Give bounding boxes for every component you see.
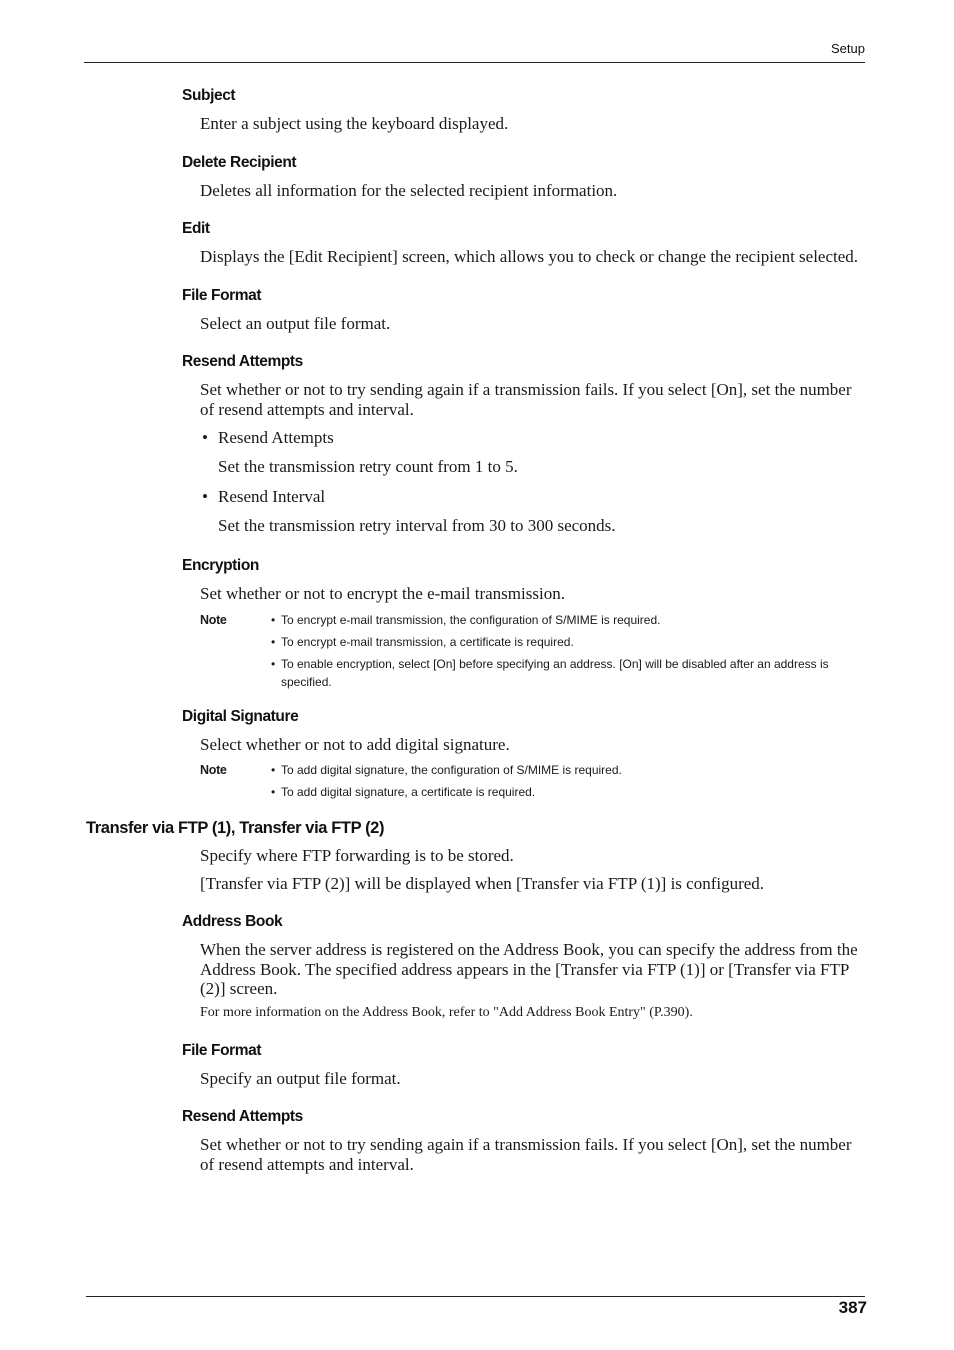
subject-heading: Subject bbox=[182, 87, 236, 104]
note-list bbox=[200, 611, 866, 691]
bullet-icon: • bbox=[271, 656, 276, 671]
header-rule bbox=[84, 62, 865, 63]
note-label: Note bbox=[200, 612, 227, 627]
digital-signature-text: Select whether or not to add digital signature. bbox=[200, 734, 510, 754]
encryption-text: Set whether or not to encrypt the e-mail transmission. bbox=[200, 584, 565, 603]
ftp-intro-text: [Transfer via FTP (2)] will be displayed when [Transfer via FTP (1)] is configured. bbox=[200, 873, 765, 893]
running-header: Setup bbox=[831, 41, 865, 56]
bullet-icon: • bbox=[271, 612, 276, 627]
page-number: 387 bbox=[838, 1298, 867, 1317]
note-list bbox=[200, 761, 866, 801]
note-item: • To add digital signature, the configuration of S/MIME is required. bbox=[271, 763, 622, 777]
encryption-heading: Encryption bbox=[182, 557, 259, 574]
bullet-icon: • bbox=[202, 428, 208, 447]
list-item bbox=[200, 487, 866, 507]
ftp-file-format-text: Specify an output file format. bbox=[200, 1068, 401, 1088]
bullet-icon: • bbox=[271, 763, 276, 777]
note-item: • To add digital signature, a certificate is required. bbox=[271, 785, 536, 799]
bullet-icon: • bbox=[271, 785, 276, 799]
file-format-text: Select an output file format. bbox=[200, 313, 391, 333]
subject-text: Enter a subject using the keyboard displayed. bbox=[200, 114, 509, 133]
file-format-heading: File Format bbox=[182, 286, 262, 304]
ftp-intro-text: Specify where FTP forwarding is to be stored. bbox=[200, 846, 514, 865]
edit-heading: Edit bbox=[182, 220, 210, 237]
bullet-icon: • bbox=[202, 487, 208, 506]
digital-signature-note bbox=[200, 761, 866, 801]
list-item-label: Resend Attempts bbox=[218, 428, 334, 447]
footer-rule bbox=[86, 1296, 865, 1297]
list-item-label: Resend Interval bbox=[218, 487, 326, 506]
list-item bbox=[200, 428, 866, 448]
delete-recipient-text: Deletes all information for the selected recipient information. bbox=[200, 180, 618, 200]
note-item: • To enable encryption, select [On] before specifying an address. [On] will be disabled after an address is specified. bbox=[271, 656, 829, 689]
digital-signature-heading: Digital Signature bbox=[182, 707, 299, 725]
resend-attempts-text: Set whether or not to try sending again if a transmission fails. If you select [On], set the number of resend attempts and interval. bbox=[200, 380, 852, 419]
edit-text: Displays the [Edit Recipient] screen, which allows you to check or change the recipient selected. bbox=[200, 247, 859, 266]
list-item-description: Set the transmission retry interval from 30 to 300 seconds. bbox=[218, 515, 616, 535]
address-book-reference: For more information on the Address Book, refer to "Add Address Book Entry" (P.390). bbox=[200, 1004, 693, 1020]
address-book-text: When the server address is registered on the Address Book, you can specify the address from the Address Book. The specified address appears in the [Transfer via FTP (1)] or [Transfer via FTP (2)] screen. bbox=[200, 940, 858, 998]
bullet-icon: • bbox=[271, 634, 276, 649]
delete-recipient-heading: Delete Recipient bbox=[182, 153, 297, 171]
note-label: Note bbox=[200, 763, 227, 777]
ftp-section-heading: Transfer via FTP (1), Transfer via FTP (2) bbox=[86, 819, 385, 837]
note-item: • To encrypt e-mail transmission, a certificate is required. bbox=[271, 634, 574, 649]
encryption-note bbox=[200, 611, 866, 691]
ftp-resend-attempts-text: Set whether or not to try sending again if a transmission fails. If you select [On], set the number of resend attempts and interval. bbox=[200, 1135, 852, 1174]
note-item: • To encrypt e-mail transmission, the configuration of S/MIME is required. bbox=[271, 612, 661, 627]
ftp-file-format-heading: File Format bbox=[182, 1041, 262, 1059]
list-item-description: Set the transmission retry count from 1 to 5. bbox=[218, 456, 518, 476]
resend-attempts-heading: Resend Attempts bbox=[182, 353, 303, 370]
address-book-heading: Address Book bbox=[182, 913, 283, 930]
ftp-resend-attempts-heading: Resend Attempts bbox=[182, 1108, 303, 1125]
page-content bbox=[0, 86, 954, 1174]
